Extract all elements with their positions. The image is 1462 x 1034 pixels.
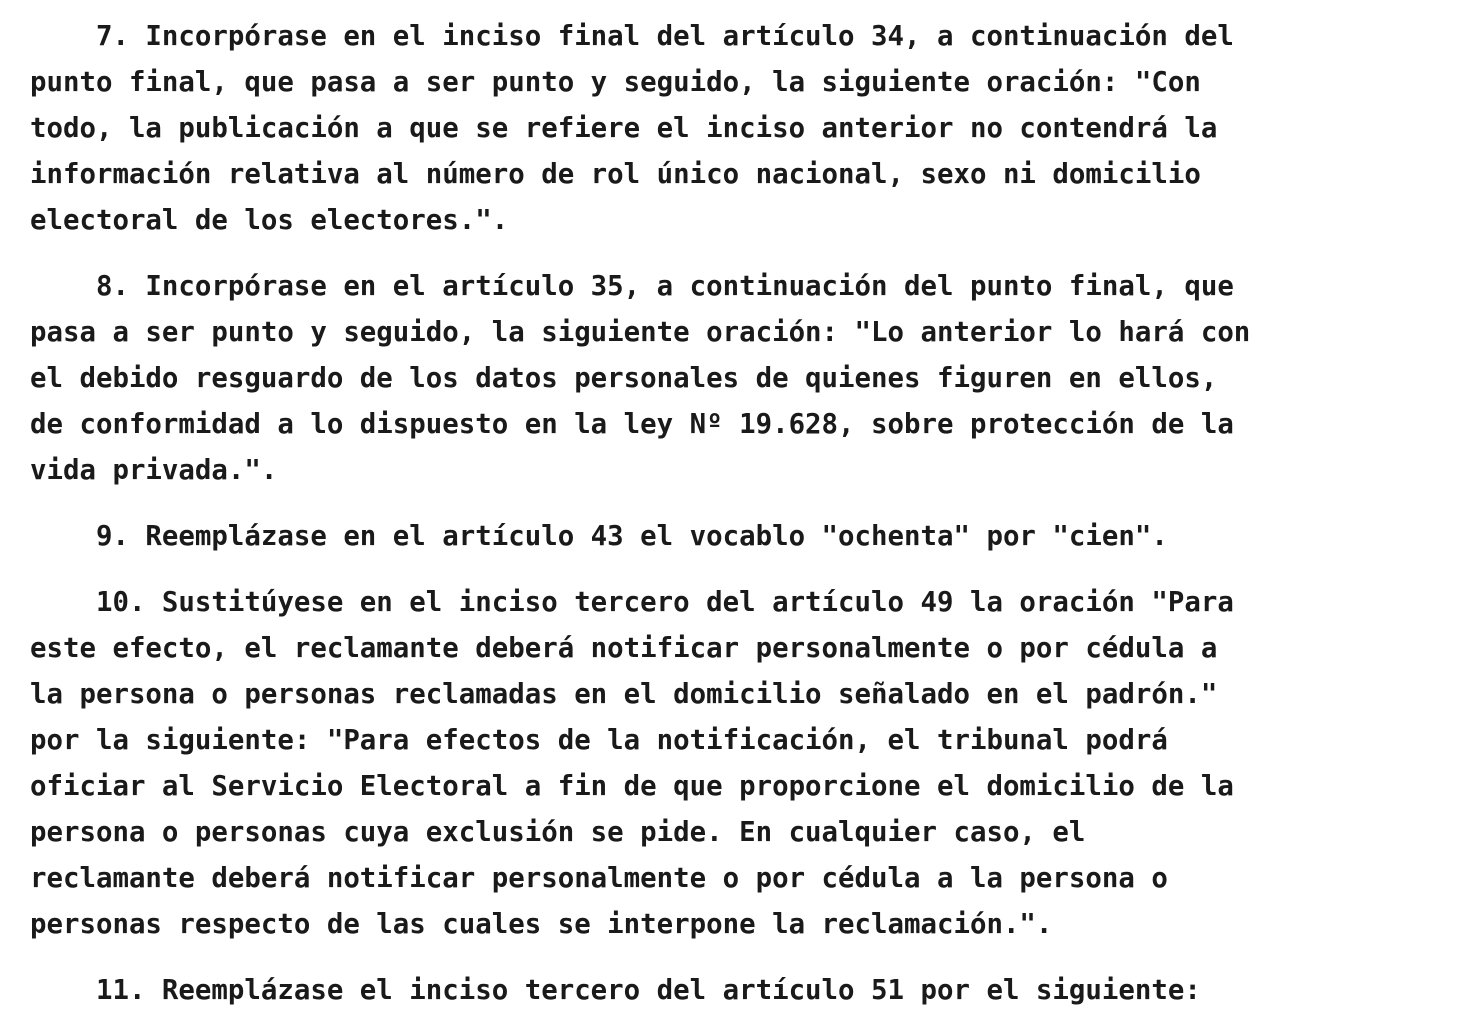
text-line: este efecto, el reclamante deberá notificar personalmente o por cédula a [30, 633, 1218, 664]
text-line: por la siguiente: "Para efectos de la notificación, el tribunal podrá [30, 725, 1168, 756]
text-line: todo, la publicación a que se refiere el inciso anterior no contendrá la [30, 113, 1218, 144]
text-line: 9. Reemplázase en el artículo 43 el vocablo "ochenta" por "cien". [30, 521, 1168, 552]
text-line: personas respecto de las cuales se interpone la reclamación.". [30, 909, 1053, 940]
text-line: 8. Incorpórase en el artículo 35, a continuación del punto final, que [30, 271, 1234, 302]
text-line: vida privada.". [30, 455, 278, 486]
text-line: información relativa al número de rol único nacional, sexo ni domicilio [30, 159, 1201, 190]
text-line: 7. Incorpórase en el inciso final del artículo 34, a continuación del [30, 21, 1234, 52]
text-line: oficiar al Servicio Electoral a fin de que proporcione el domicilio de la [30, 771, 1234, 802]
text-line: el debido resguardo de los datos personales de quienes figuren en ellos, [30, 363, 1218, 394]
text-line: 11. Reemplázase el inciso tercero del artículo 51 por el siguiente: [30, 975, 1201, 1006]
paragraph-item-11 [30, 968, 1450, 1014]
paragraph-item-8 [30, 264, 1450, 494]
paragraph-item-7 [30, 14, 1450, 244]
text-line: la persona o personas reclamadas en el domicilio señalado en el padrón." [30, 679, 1218, 710]
text-line: punto final, que pasa a ser punto y seguido, la siguiente oración: "Con [30, 67, 1201, 98]
text-line: pasa a ser punto y seguido, la siguiente oración: "Lo anterior lo hará con [30, 317, 1251, 348]
text-line: reclamante deberá notificar personalmente o por cédula a la persona o [30, 863, 1168, 894]
text-line: electoral de los electores.". [30, 205, 509, 236]
paragraph-item-10 [30, 580, 1450, 948]
document-body [30, 14, 1450, 1034]
text-line: persona o personas cuya exclusión se pide. En cualquier caso, el [30, 817, 1086, 848]
text-line: 10. Sustitúyese en el inciso tercero del artículo 49 la oración "Para [30, 587, 1234, 618]
paragraph-item-9 [30, 514, 1450, 560]
text-line: de conformidad a lo dispuesto en la ley Nº 19.628, sobre protección de la [30, 409, 1234, 440]
